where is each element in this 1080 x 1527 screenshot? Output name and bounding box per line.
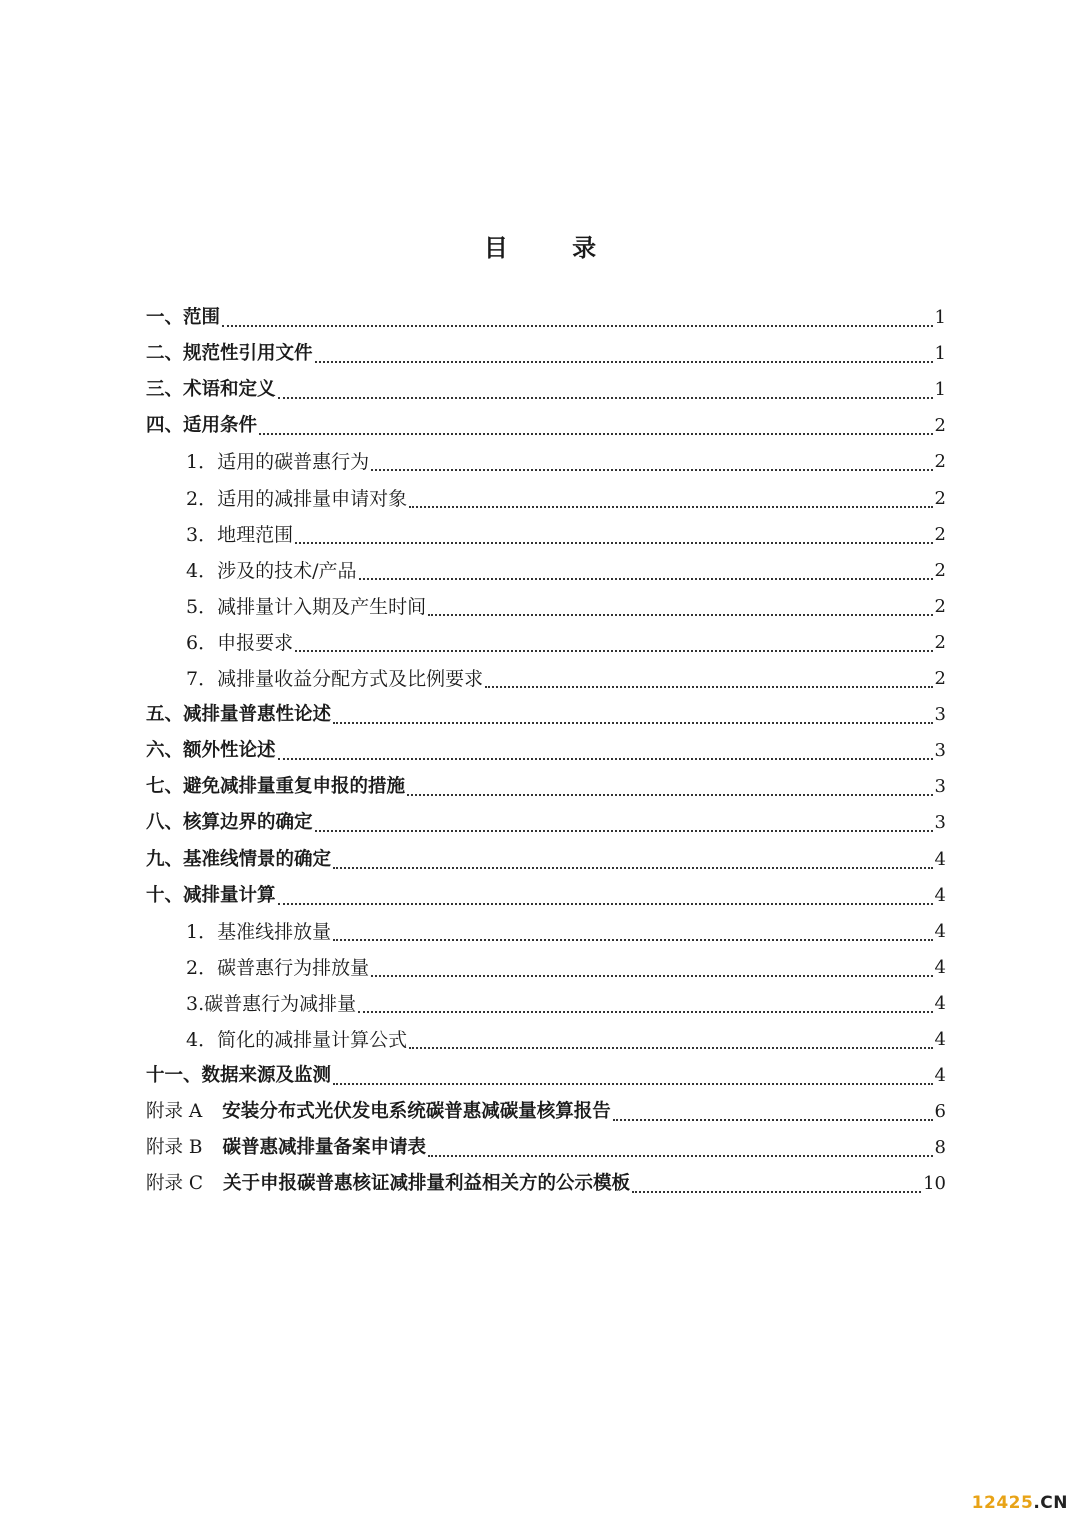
toc-entry[interactable] [146,769,946,805]
toc-entry[interactable] [146,914,946,950]
toc-entry[interactable] [146,878,946,914]
toc-entry-page-number: 2 [934,451,946,473]
toc-entry-label: 3．地理范围 [186,523,294,546]
toc-entry[interactable] [146,589,946,625]
toc-entry-page-number: 4 [934,884,946,906]
toc-entry-label: 十、减排量计算 [146,884,276,906]
toc-entry-label: 五、减排量普惠性论述 [146,704,332,726]
watermark-number: 12425 [971,1493,1034,1513]
toc-entry-label: 六、额外性论述 [146,740,276,762]
toc-appendix-entry[interactable] [146,1166,946,1202]
dot-leader [333,1082,933,1085]
toc-entry-label: 三、术语和定义 [146,379,276,401]
toc-entry-page-number: 2 [934,595,946,617]
appendix-title: 关于申报碳普惠核证减排量利益相关方的公示模板 [223,1173,631,1195]
toc-entry-page-number: 1 [934,343,946,365]
toc-entry-page-number: 4 [934,1028,946,1050]
dot-leader [371,468,932,471]
dot-leader [428,1154,933,1157]
dot-leader [428,613,932,616]
toc-entry[interactable] [146,841,946,877]
dot-leader [613,1118,933,1121]
toc-entry[interactable] [146,1058,946,1094]
toc-entry-label: 3.碳普惠行为减排量 [186,992,357,1015]
toc-entry-page-number: 4 [934,992,946,1014]
toc-entry-page-number: 8 [934,1137,946,1159]
toc-entry-page-number: 4 [934,956,946,978]
toc-entry-page-number: 2 [934,559,946,581]
toc-entry-page-number: 2 [934,487,946,509]
toc-appendix-label [146,1130,426,1166]
toc-entry-page-number: 2 [934,631,946,653]
toc-entry-label: 一、范围 [146,307,221,329]
toc-entry-label: 九、基准线情景的确定 [146,848,332,870]
dot-leader [371,974,932,977]
toc-entry-label: 二、规范性引用文件 [146,343,313,365]
toc-entry-label: 1．适用的碳普惠行为 [186,451,370,474]
toc-entry-page-number: 3 [934,740,946,762]
toc-entry-page-number: 3 [934,776,946,798]
toc-entry-label: 1．基准线排放量 [186,920,332,943]
dot-leader [485,685,932,688]
dot-leader [359,577,933,580]
dot-leader [315,829,933,832]
appendix-title: 安装分布式光伏发电系统碳普惠减碳量核算报告 [222,1101,611,1123]
toc-entry-page-number: 1 [934,307,946,329]
dot-leader [407,793,933,796]
toc-entry[interactable] [146,697,946,733]
toc-entry[interactable] [146,372,946,408]
dot-leader [333,721,933,724]
toc-entry-label: 5．减排量计入期及产生时间 [186,595,427,618]
toc-entry-label: 十一、数据来源及监测 [146,1065,332,1087]
toc-entry[interactable] [146,986,946,1022]
dot-leader [259,432,933,435]
toc-entry-page-number: 4 [934,848,946,870]
toc-entry[interactable] [146,805,946,841]
toc-entry-page-number: 2 [934,415,946,437]
dot-leader [278,396,933,399]
toc-entry[interactable] [146,300,946,336]
toc-entry[interactable] [146,625,946,661]
table-of-contents [146,300,946,1202]
dot-leader [409,1046,932,1049]
toc-entry[interactable] [146,733,946,769]
toc-appendix-label [146,1166,630,1202]
toc-title: 目 录 [483,234,625,262]
toc-entry-page-number: 10 [923,1173,946,1195]
toc-entry[interactable] [146,408,946,444]
toc-entry-page-number: 3 [934,704,946,726]
toc-entry-label: 4．涉及的技术/产品 [186,559,357,582]
toc-entry-page-number: 2 [934,523,946,545]
appendix-id: 附录 C [146,1173,204,1195]
appendix-title: 碳普惠减排量备案申请表 [222,1137,426,1159]
toc-entry[interactable] [146,517,946,553]
toc-entry-label: 七、避免减排量重复申报的措施 [146,776,406,798]
dot-leader [222,324,933,327]
toc-entry-page-number: 1 [934,379,946,401]
site-watermark [972,1493,1068,1513]
appendix-id: 附录 B [146,1137,203,1159]
toc-entry-page-number: 6 [934,1101,946,1123]
dot-leader [632,1190,921,1193]
toc-entry[interactable] [146,444,946,480]
toc-entry-page-number: 4 [934,1065,946,1087]
toc-entry[interactable] [146,950,946,986]
toc-entry-label: 2．适用的减排量申请对象 [186,487,408,510]
dot-leader [358,1010,932,1013]
dot-leader [295,649,932,652]
toc-entry-label: 四、适用条件 [146,415,258,437]
appendix-id: 附录 A [146,1101,203,1123]
dot-leader [315,360,933,363]
toc-entry-label: 八、核算边界的确定 [146,812,313,834]
toc-entry[interactable] [146,1022,946,1058]
dot-leader [295,541,932,544]
toc-entry-page-number: 3 [934,812,946,834]
toc-entry-label: 2．碳普惠行为排放量 [186,956,370,979]
toc-entry-label: 7．减排量收益分配方式及比例要求 [186,668,484,691]
dot-leader [278,902,933,905]
dot-leader [333,938,932,941]
toc-entry[interactable] [146,480,946,516]
watermark-domain: .CN [1033,1493,1068,1513]
toc-entry-page-number: 2 [934,668,946,690]
dot-leader [409,505,932,508]
toc-entry-label: 4．简化的减排量计算公式 [186,1028,408,1051]
toc-appendix-entry[interactable] [146,1130,946,1166]
dot-leader [278,757,933,760]
toc-appendix-label [146,1094,611,1130]
toc-entry[interactable] [146,661,946,697]
toc-entry-label: 6．申报要求 [186,631,294,654]
toc-entry-page-number: 4 [934,920,946,942]
toc-appendix-entry[interactable] [146,1094,946,1130]
toc-entry[interactable] [146,553,946,589]
dot-leader [333,866,933,869]
toc-entry[interactable] [146,336,946,372]
